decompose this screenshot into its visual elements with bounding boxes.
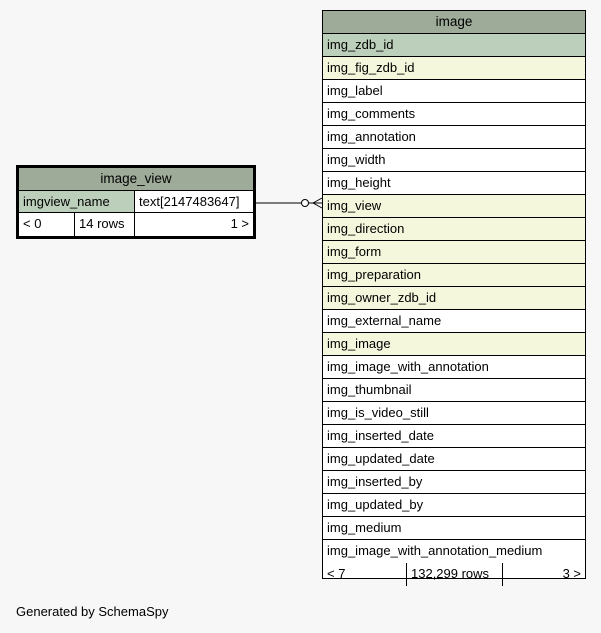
image-column-img-comments[interactable]: img_comments xyxy=(323,103,585,126)
image-table[interactable] xyxy=(322,10,586,579)
imgview-name-column: imgview_name xyxy=(19,191,135,213)
image-column-img-view[interactable]: img_view xyxy=(323,195,585,218)
image-children-count[interactable]: 3 > xyxy=(562,566,581,581)
image-parents-count[interactable]: < 7 xyxy=(323,563,407,586)
image-column-list xyxy=(323,34,585,563)
image-view-children-count[interactable]: 1 > xyxy=(230,216,249,231)
image-column-img-direction[interactable]: img_direction xyxy=(323,218,585,241)
image-column-img-annotation[interactable]: img_annotation xyxy=(323,126,585,149)
image-column-img-is-video-still[interactable]: img_is_video_still xyxy=(323,402,585,425)
image-column-img-form[interactable]: img_form xyxy=(323,241,585,264)
image-column-img-zdb-id[interactable]: img_zdb_id xyxy=(323,34,585,57)
image-column-img-updated-date[interactable]: img_updated_date xyxy=(323,448,585,471)
image-view-parents-count[interactable]: < 0 xyxy=(19,213,75,236)
image-column-img-width[interactable]: img_width xyxy=(323,149,585,172)
image-column-img-external-name[interactable]: img_external_name xyxy=(323,310,585,333)
image-table-title[interactable]: image xyxy=(323,11,585,34)
generated-by-label: Generated by SchemaSpy xyxy=(16,604,169,619)
image-column-img-image-with-annotation-medium[interactable]: img_image_with_annotation_medium xyxy=(323,540,585,563)
image-column-img-owner-zdb-id[interactable]: img_owner_zdb_id xyxy=(323,287,585,310)
image-footer-row xyxy=(323,563,585,586)
image-view-column-row[interactable] xyxy=(19,191,253,214)
image-column-img-fig-zdb-id[interactable]: img_fig_zdb_id xyxy=(323,57,585,80)
image-view-row-count: 14 rows xyxy=(75,213,135,236)
image-column-img-thumbnail[interactable]: img_thumbnail xyxy=(323,379,585,402)
image-column-img-inserted-date[interactable]: img_inserted_date xyxy=(323,425,585,448)
image-column-img-preparation[interactable]: img_preparation xyxy=(323,264,585,287)
crowfoot-lower xyxy=(313,203,322,208)
image-view-table[interactable] xyxy=(16,165,256,239)
crowfoot-upper xyxy=(313,198,322,203)
image-column-img-image-with-annotation[interactable]: img_image_with_annotation xyxy=(323,356,585,379)
image-view-table-title[interactable]: image_view xyxy=(19,168,253,191)
image-view-footer-row xyxy=(19,213,253,236)
image-column-img-updated-by[interactable]: img_updated_by xyxy=(323,494,585,517)
image-column-img-height[interactable]: img_height xyxy=(323,172,585,195)
image-row-count: 132,299 rows xyxy=(407,563,503,586)
optional-marker xyxy=(302,200,309,207)
image-column-img-inserted-by[interactable]: img_inserted_by xyxy=(323,471,585,494)
image-column-img-label[interactable]: img_label xyxy=(323,80,585,103)
imgview-name-type: text[2147483647] xyxy=(135,191,253,213)
image-column-img-image[interactable]: img_image xyxy=(323,333,585,356)
image-column-img-medium[interactable]: img_medium xyxy=(323,517,585,540)
